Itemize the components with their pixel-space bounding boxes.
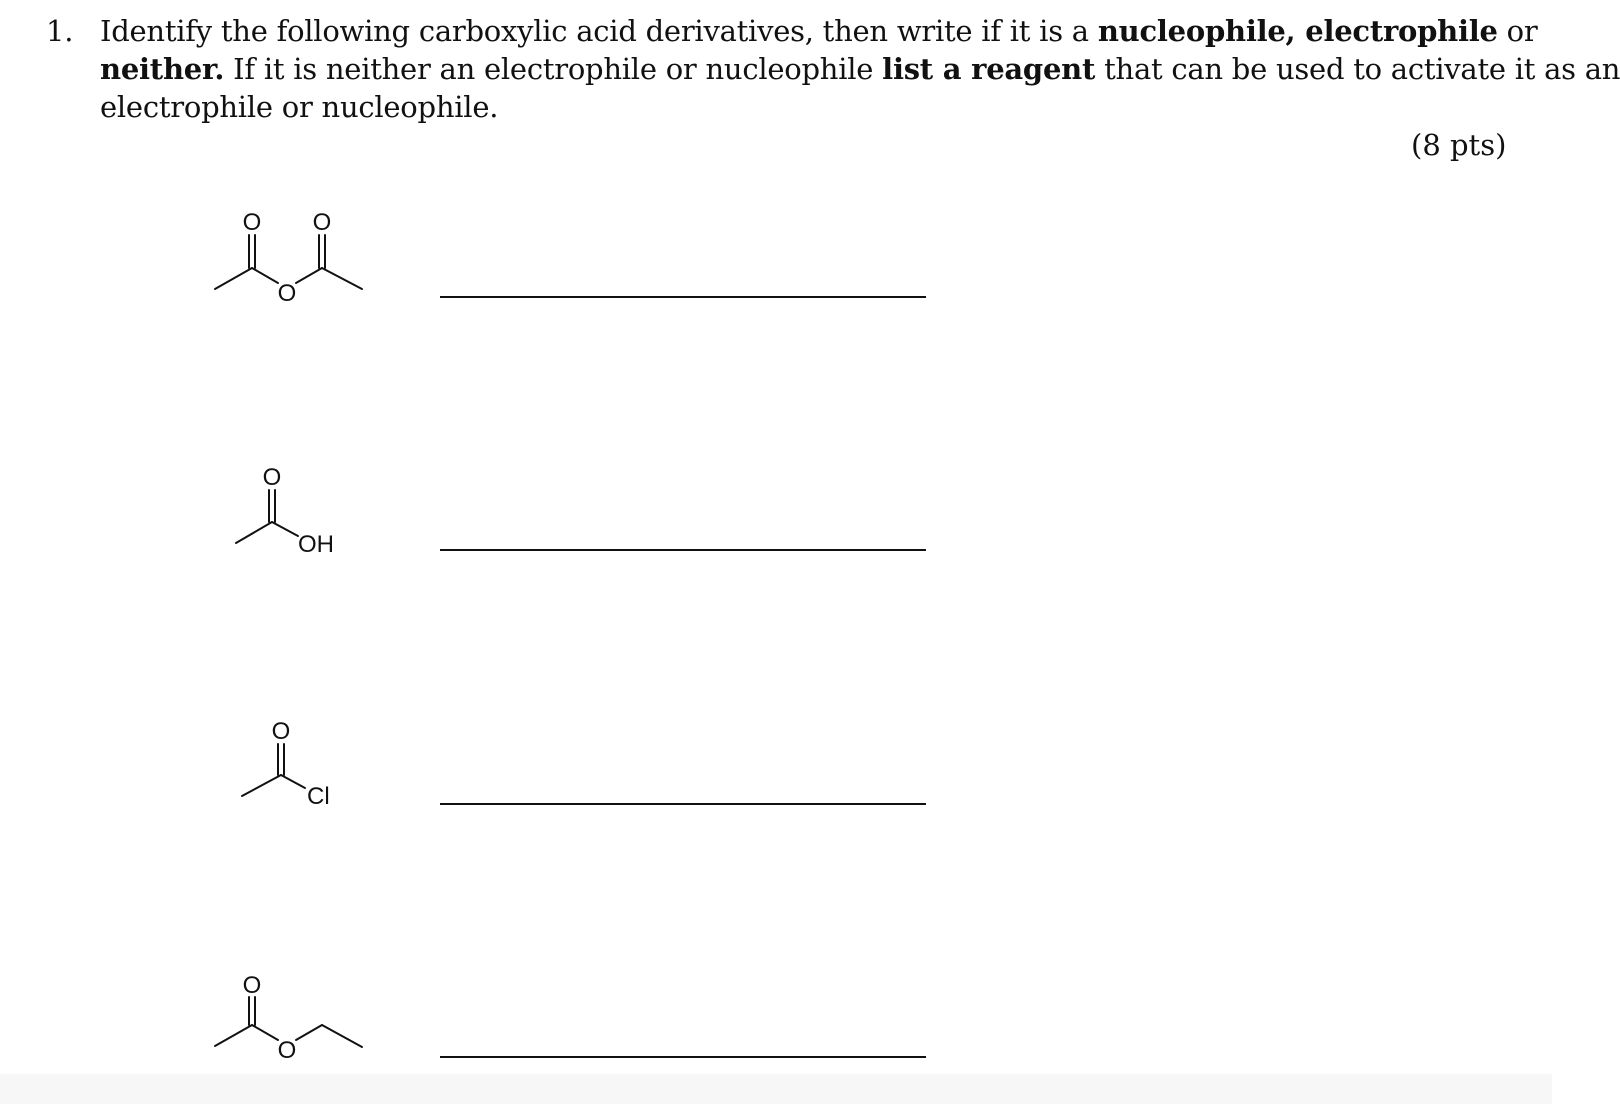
structure-acid-chloride [225, 710, 355, 820]
atom-label-ester-oxygen: O [277, 1037, 297, 1064]
prompt-emphasis-nucleophile-electrophile: nucleophile, electrophile [1097, 14, 1498, 48]
atom-label-carbonyl-oxygen: O [242, 209, 262, 236]
structure-anhydride [200, 200, 380, 310]
prompt-emphasis-list-a-reagent: list a reagent [882, 52, 1096, 86]
structure-ester [200, 965, 380, 1075]
atom-label-hydroxyl: OH [298, 531, 334, 558]
answer-line-1[interactable] [440, 296, 926, 298]
prompt-line-2 [100, 50, 1620, 88]
question-prompt [100, 12, 1620, 126]
atom-label-bridging-oxygen: O [277, 280, 297, 307]
answer-line-4[interactable] [440, 1056, 926, 1058]
prompt-line-1 [100, 12, 1540, 50]
atom-label-chlorine: Cl [307, 783, 330, 810]
prompt-line-3: electrophile or nucleophile. [100, 90, 499, 124]
answer-line-2[interactable] [440, 549, 926, 551]
atom-label-carbonyl-oxygen: O [242, 972, 262, 999]
prompt-text: or [1497, 14, 1538, 48]
points-value: (8 pts) [1411, 128, 1507, 162]
answer-line-3[interactable] [440, 803, 926, 805]
atom-label-carbonyl-oxygen: O [262, 464, 282, 491]
prompt-text: that can be used to activate it as an [1095, 52, 1620, 86]
question-number: 1. [46, 14, 74, 48]
atom-label-carbonyl-oxygen: O [271, 718, 291, 745]
structure-carboxylic-acid [220, 455, 360, 565]
prompt-text: If it is neither an electrophile or nucleophile [224, 52, 883, 86]
atom-label-carbonyl-oxygen: O [312, 209, 332, 236]
page-bottom-band [0, 1074, 1552, 1104]
prompt-text: Identify the following carboxylic acid derivatives, then write if it is a [100, 14, 1098, 48]
prompt-emphasis-neither: neither. [100, 52, 225, 86]
